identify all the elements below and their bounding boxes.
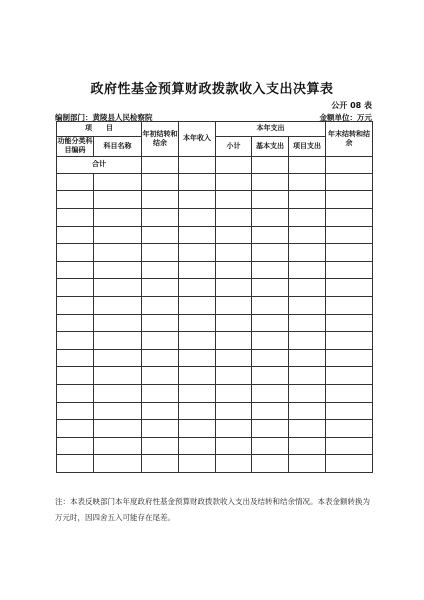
table-cell	[326, 437, 373, 455]
table-cell	[326, 226, 373, 244]
table-cell	[179, 420, 216, 438]
table-cell	[289, 367, 326, 385]
header-subtotal: 小计	[216, 137, 252, 157]
table-cell	[216, 420, 252, 438]
table-cell	[142, 173, 179, 191]
table-row	[57, 332, 373, 350]
header-subject-name: 科目名称	[94, 137, 142, 157]
footnote: 注：本表反映部门本年度政府性基金预算财政拨款收入支出及结转和结余情况。本表金额转换为万元时，因四舍五入可能存在尾差。	[55, 497, 370, 522]
table-cell	[94, 173, 142, 191]
table-cell	[326, 402, 373, 420]
table-cell	[252, 209, 289, 227]
table-cell	[179, 226, 216, 244]
table-cell	[57, 244, 94, 262]
header-func-code: 功能分类科目编码	[57, 137, 93, 155]
total-cell	[179, 156, 216, 173]
table-cell	[252, 226, 289, 244]
table-cell	[94, 244, 142, 262]
form-code: 公开 08 表	[331, 101, 372, 110]
table-row	[57, 173, 373, 191]
table-cell	[216, 261, 252, 279]
table-cell	[326, 349, 373, 367]
table-cell	[94, 437, 142, 455]
header-item: 项 目	[57, 122, 142, 137]
table-cell	[252, 420, 289, 438]
table-cell	[289, 209, 326, 227]
header-basic: 基本支出	[252, 137, 289, 157]
table-cell	[57, 173, 94, 191]
table-cell	[179, 402, 216, 420]
table-cell	[142, 279, 179, 297]
table-cell	[252, 349, 289, 367]
table-cell	[57, 297, 94, 315]
table-row	[57, 367, 373, 385]
table-cell	[252, 244, 289, 262]
table-cell	[216, 314, 252, 332]
table-cell	[57, 279, 94, 297]
table-cell	[142, 244, 179, 262]
table-cell	[94, 279, 142, 297]
table-cell	[326, 385, 373, 403]
table-cell	[179, 261, 216, 279]
table-cell	[289, 402, 326, 420]
table-cell	[94, 226, 142, 244]
table-cell	[94, 261, 142, 279]
table-cell	[252, 367, 289, 385]
department-label: 编制部门：黄陵县人民检察院	[55, 113, 153, 122]
table-cell	[57, 367, 94, 385]
table-cell	[94, 455, 142, 473]
table-cell	[142, 226, 179, 244]
table-cell	[326, 332, 373, 350]
unit-label: 金额单位：万元	[319, 113, 372, 122]
table-cell	[179, 191, 216, 209]
table-cell	[142, 209, 179, 227]
table-cell	[179, 332, 216, 350]
header-income: 本年收入	[179, 122, 216, 157]
table-cell	[252, 455, 289, 473]
table-row	[57, 385, 373, 403]
table-row	[57, 314, 373, 332]
table-cell	[142, 261, 179, 279]
table-cell	[57, 191, 94, 209]
table-cell	[216, 297, 252, 315]
table-cell	[289, 173, 326, 191]
table-cell	[326, 279, 373, 297]
table-cell	[142, 297, 179, 315]
table-cell	[142, 455, 179, 473]
table-row	[57, 349, 373, 367]
table-cell	[57, 437, 94, 455]
table-cell	[179, 244, 216, 262]
table-cell	[289, 314, 326, 332]
table-cell	[142, 349, 179, 367]
table-cell	[289, 455, 326, 473]
table-cell	[142, 191, 179, 209]
table-cell	[179, 279, 216, 297]
table-row	[57, 279, 373, 297]
table-cell	[142, 367, 179, 385]
table-row	[57, 209, 373, 227]
table-cell	[94, 385, 142, 403]
table-cell	[57, 261, 94, 279]
budget-table	[56, 121, 373, 473]
table-cell	[326, 191, 373, 209]
table-cell	[252, 314, 289, 332]
table-cell	[326, 209, 373, 227]
table-row	[57, 261, 373, 279]
total-cell	[252, 156, 289, 173]
table-cell	[179, 367, 216, 385]
table-cell	[94, 402, 142, 420]
table-cell	[252, 191, 289, 209]
table-row	[57, 420, 373, 438]
table-cell	[289, 261, 326, 279]
table-cell	[142, 385, 179, 403]
table-cell	[57, 402, 94, 420]
table-cell	[252, 173, 289, 191]
table-cell	[326, 244, 373, 262]
header-begin-balance: 年初结转和结余	[142, 122, 179, 157]
table-cell	[94, 349, 142, 367]
table-cell	[94, 420, 142, 438]
total-cell	[326, 156, 373, 173]
table-cell	[179, 314, 216, 332]
table-cell	[289, 332, 326, 350]
total-cell	[216, 156, 252, 173]
table-cell	[57, 385, 94, 403]
table-cell	[289, 385, 326, 403]
table-cell	[289, 279, 326, 297]
table-cell	[142, 402, 179, 420]
table-cell	[57, 226, 94, 244]
table-cell	[252, 402, 289, 420]
table-row	[57, 191, 373, 209]
total-label: 合计	[57, 156, 142, 173]
table-cell	[216, 173, 252, 191]
table-cell	[179, 385, 216, 403]
table-cell	[57, 420, 94, 438]
table-cell	[289, 226, 326, 244]
table-cell	[326, 455, 373, 473]
table-cell	[216, 367, 252, 385]
table-cell	[289, 420, 326, 438]
table-cell	[216, 349, 252, 367]
table-cell	[326, 314, 373, 332]
table-cell	[216, 455, 252, 473]
table-cell	[57, 349, 94, 367]
table-cell	[57, 314, 94, 332]
total-cell	[289, 156, 326, 173]
table-cell	[252, 279, 289, 297]
table-cell	[216, 332, 252, 350]
table-cell	[289, 244, 326, 262]
table-cell	[94, 332, 142, 350]
table-cell	[326, 420, 373, 438]
table-cell	[252, 437, 289, 455]
table-cell	[289, 349, 326, 367]
table-cell	[94, 209, 142, 227]
table-cell	[289, 297, 326, 315]
table-cell	[179, 209, 216, 227]
table-cell	[216, 209, 252, 227]
table-cell	[326, 261, 373, 279]
table-cell	[142, 332, 179, 350]
table-cell	[252, 385, 289, 403]
table-cell	[216, 244, 252, 262]
table-cell	[326, 173, 373, 191]
table-cell	[179, 173, 216, 191]
table-cell	[216, 226, 252, 244]
table-cell	[252, 332, 289, 350]
table-row	[57, 455, 373, 473]
table-cell	[216, 279, 252, 297]
table-cell	[216, 191, 252, 209]
table-cell	[289, 191, 326, 209]
header-project: 项目支出	[289, 137, 326, 157]
table-row	[57, 244, 373, 262]
table-cell	[252, 261, 289, 279]
table-cell	[252, 297, 289, 315]
table-cell	[289, 437, 326, 455]
table-row	[57, 402, 373, 420]
header-expense: 本年支出	[216, 122, 326, 137]
table-row	[57, 297, 373, 315]
document-title: 政府性基金预算财政拨款收入支出决算表	[90, 82, 334, 97]
table-cell	[179, 297, 216, 315]
table-cell	[179, 437, 216, 455]
table-cell	[94, 191, 142, 209]
table-cell	[216, 402, 252, 420]
table-cell	[94, 314, 142, 332]
header-end-balance: 年末结转和结余	[326, 122, 373, 157]
table-cell	[142, 437, 179, 455]
table-cell	[142, 420, 179, 438]
table-cell	[326, 367, 373, 385]
table-cell	[216, 385, 252, 403]
table-row	[57, 226, 373, 244]
total-cell	[142, 156, 179, 173]
table-cell	[179, 455, 216, 473]
table-row	[57, 437, 373, 455]
table-cell	[326, 297, 373, 315]
table-cell	[57, 455, 94, 473]
table-cell	[94, 367, 142, 385]
table-cell	[57, 209, 94, 227]
table-cell	[57, 332, 94, 350]
table-cell	[216, 437, 252, 455]
table-cell	[142, 314, 179, 332]
table-cell	[179, 349, 216, 367]
table-cell	[94, 297, 142, 315]
table-body	[57, 173, 373, 472]
